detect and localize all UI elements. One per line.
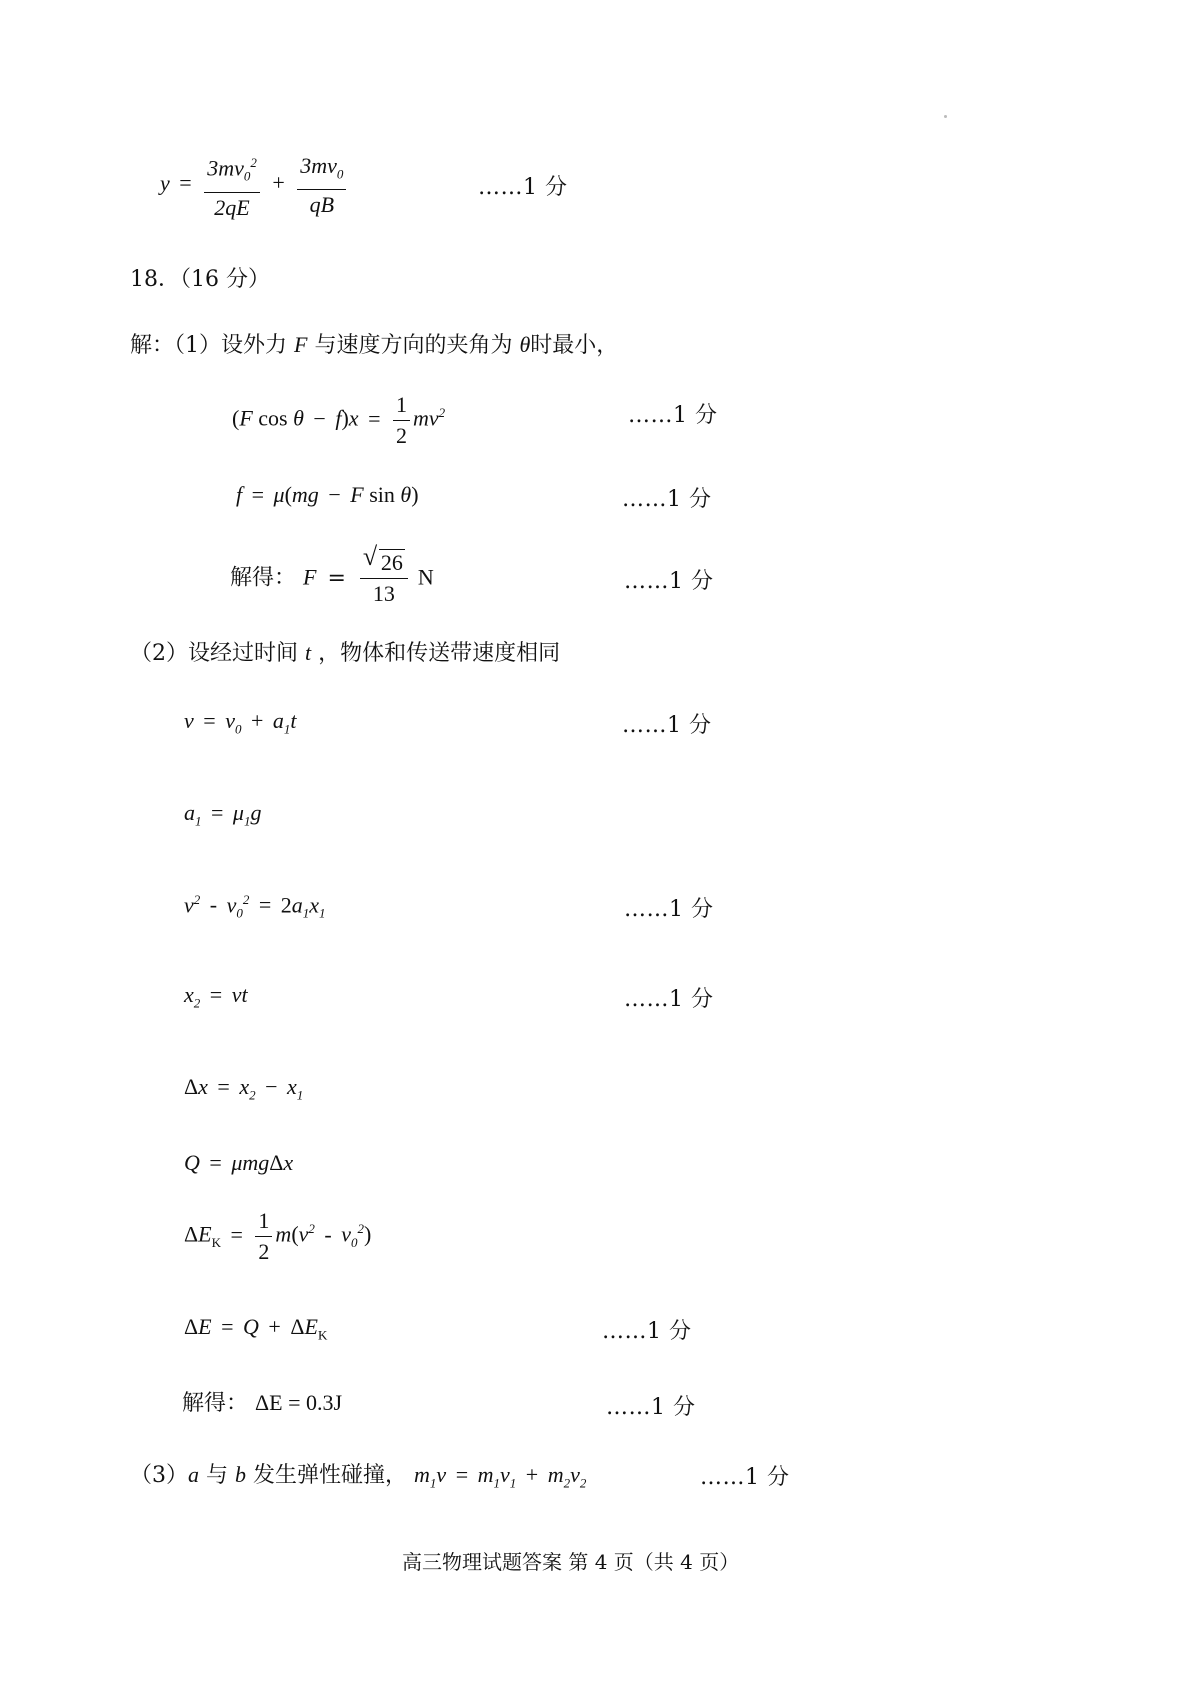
page-footer: 高三物理试题答案 第 4 页（共 4 页） xyxy=(402,1550,740,1574)
equation-kinetic-energy-change: $\Delta E_K$ = $\frac{1}{2}$ $m(v^2 - v_0^2)$ xyxy=(184,1208,372,1264)
score-mark: ……1 分 xyxy=(606,1395,696,1420)
equation-energy-total: $\Delta E = Q + \Delta E_K$ xyxy=(184,1314,328,1343)
equation-acceleration: $a_1 = \mu_1g$ xyxy=(184,800,262,829)
score-mark: ……1 分 xyxy=(478,175,568,200)
equation-work-energy: (F cos θ − f)x = $\frac{1}{2}$ $mv^2$ xyxy=(232,392,446,448)
question-title: 18．（16 分） xyxy=(130,267,270,292)
equation-relative-displacement: $\Delta x = x_2 - x_1$ xyxy=(184,1074,304,1103)
score-mark: ……1 分 xyxy=(622,487,712,512)
result-energy: 解得： ΔE = 0.3J xyxy=(182,1390,343,1416)
scan-speck xyxy=(944,115,947,118)
part1-intro: 解：（1）设外力 F 与速度方向的夹角为 θ时最小， xyxy=(130,332,619,358)
equation-heat: Q = μmgΔx xyxy=(184,1150,294,1175)
score-mark: ……1 分 xyxy=(624,897,714,922)
equation-friction: f = μ(mg − F sin θ) xyxy=(236,482,419,507)
score-mark: ……1 分 xyxy=(628,403,718,428)
part3-intro: （3）a 与 b 发生弹性碰撞， $m_1v = m_1v_1 + m_2v_2$ xyxy=(130,1462,587,1491)
equation-belt-displacement: $x_2$ = vt xyxy=(184,982,248,1011)
part2-intro: （2）设经过时间 t ，物体和传送带速度相同 xyxy=(130,640,561,666)
score-mark: ……1 分 xyxy=(622,713,712,738)
score-mark: ……1 分 xyxy=(602,1319,692,1344)
score-mark: ……1 分 xyxy=(624,569,714,594)
score-mark: ……1 分 xyxy=(700,1465,790,1490)
result-force: 解得： F = √ 26 13 N xyxy=(230,542,434,606)
score-mark: ……1 分 xyxy=(624,987,714,1012)
equation-kinematics: $v^2 - v_0^2 = 2a_1x_1$ xyxy=(184,892,326,921)
equation-y: y = $\frac{3mv_0^2}{2qE}$ + $\frac{3mv_0}{qB}$ xyxy=(160,148,349,223)
equation-velocity: $v = v_0 + a_1t$ xyxy=(184,708,297,737)
